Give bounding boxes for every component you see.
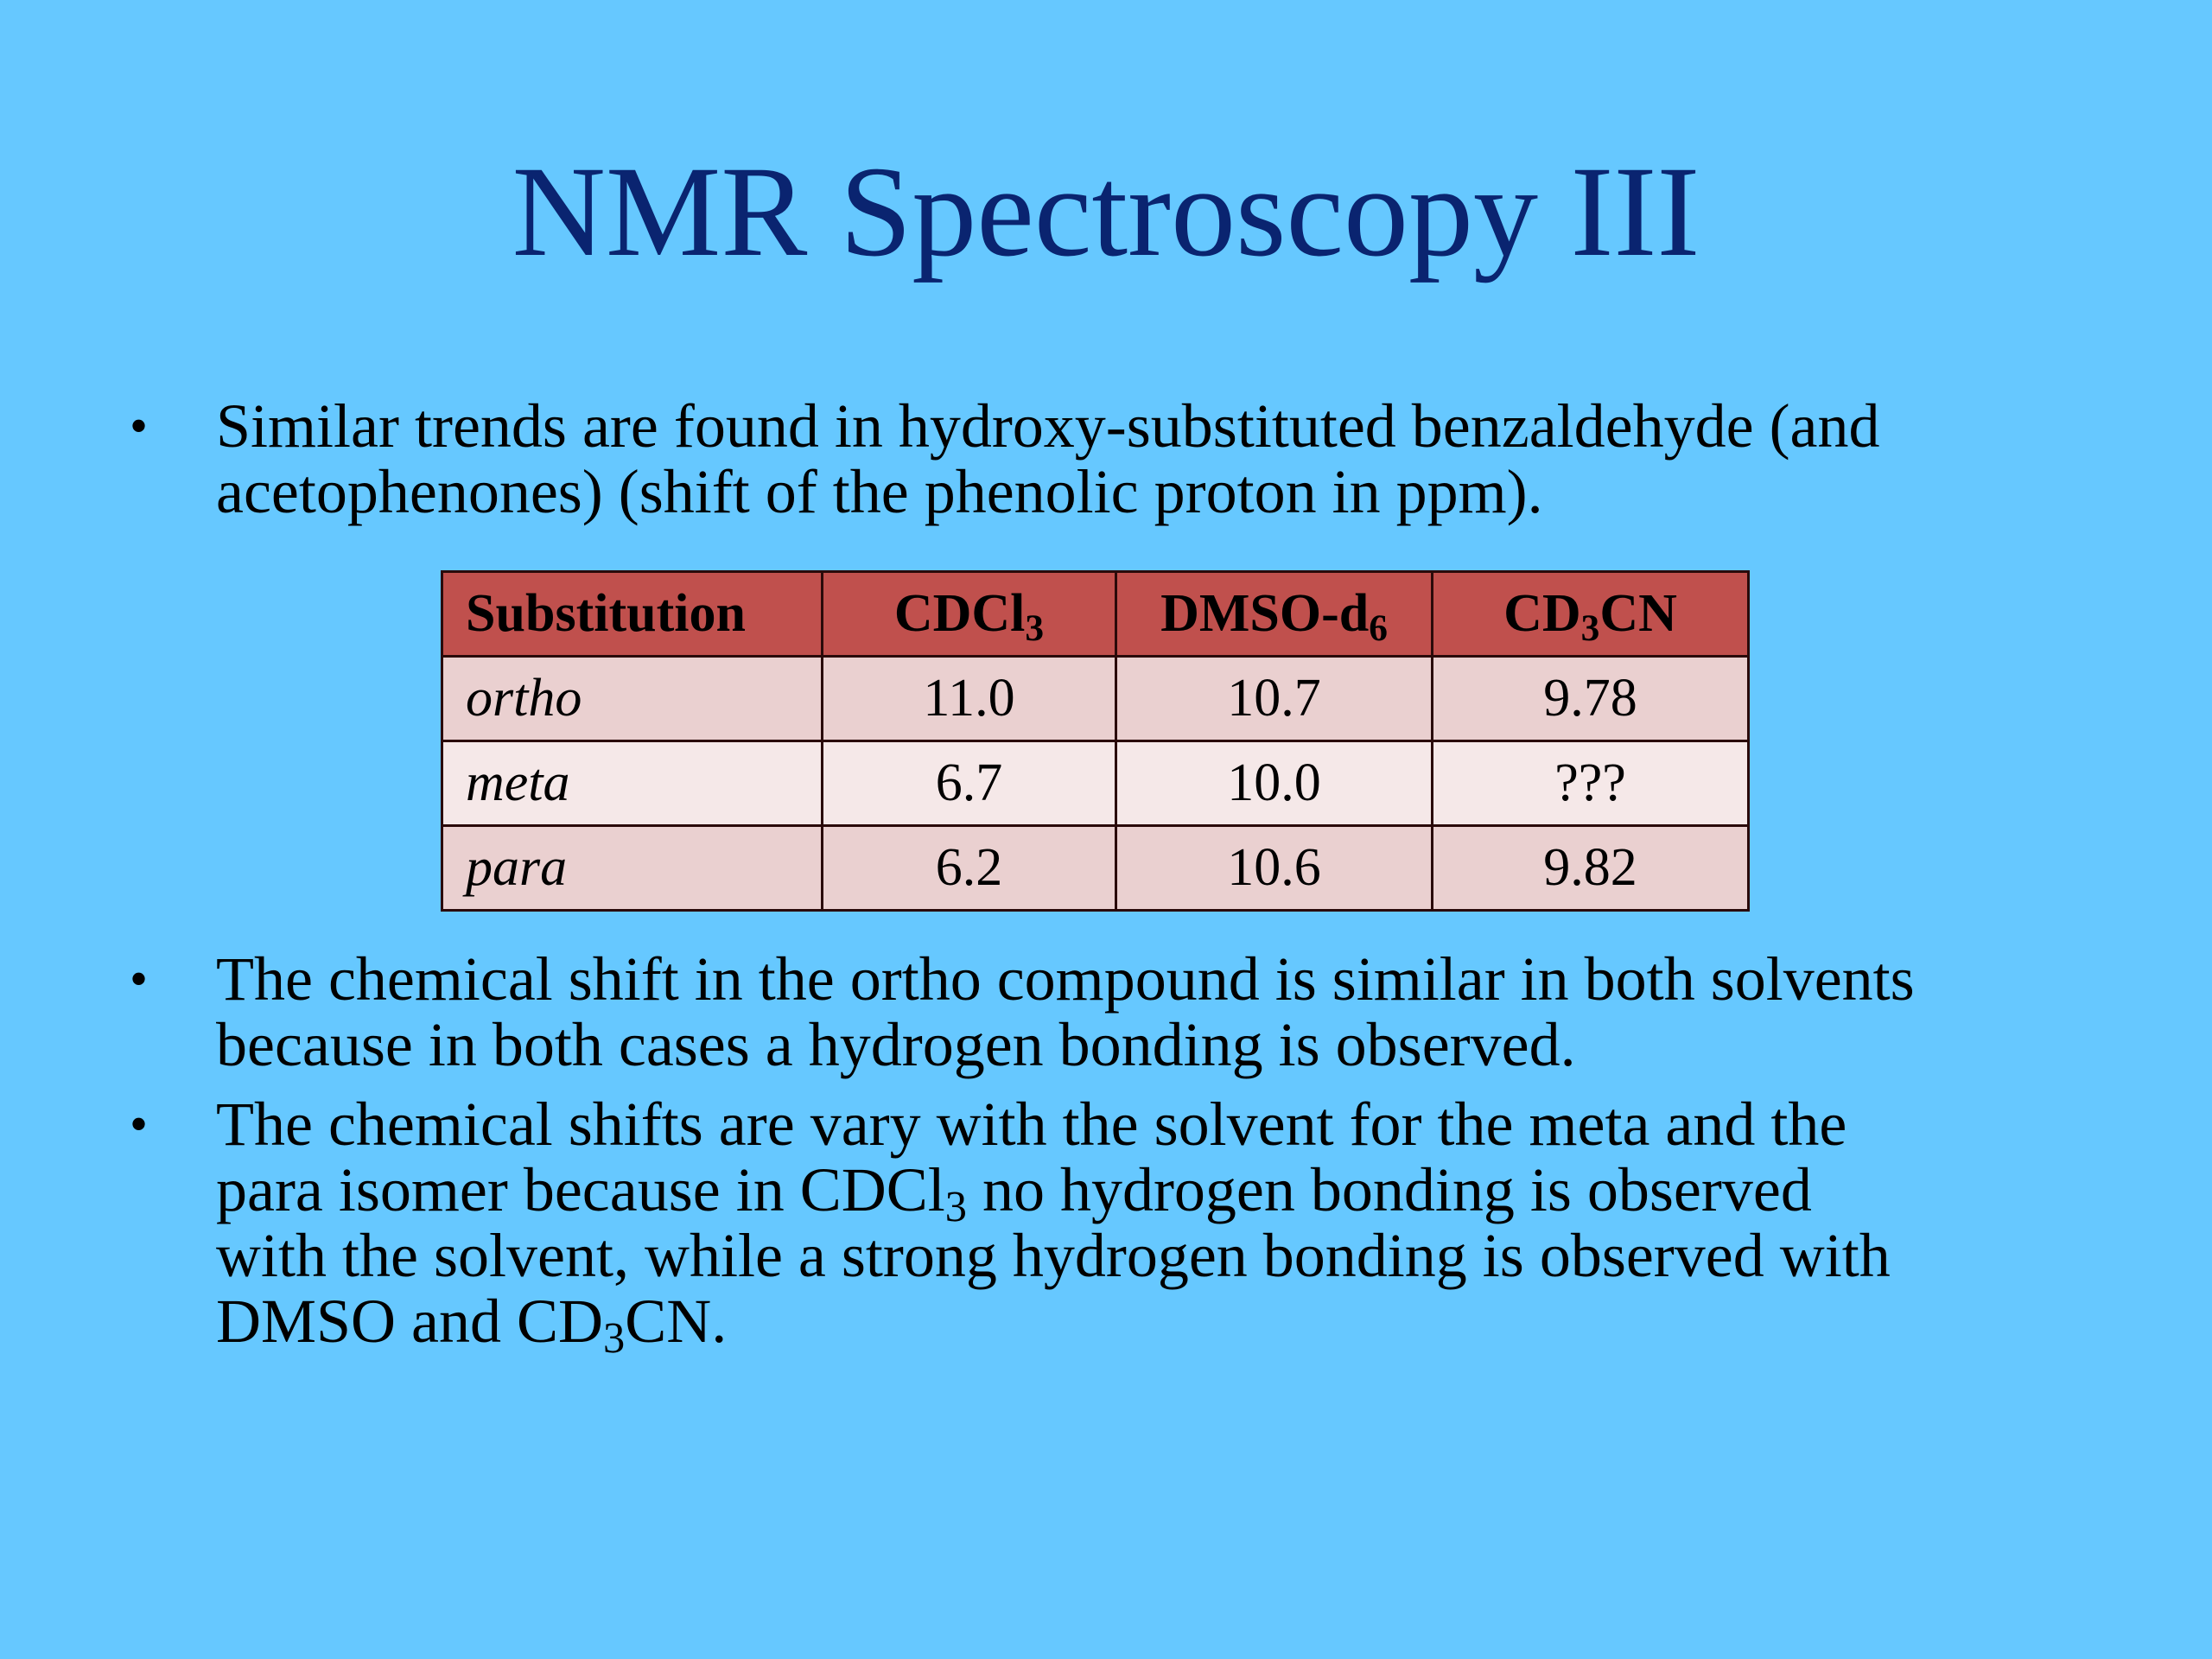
bullet-ortho [130, 946, 2117, 1077]
cell-cd3cn: ??? [1433, 741, 1749, 826]
cell-dmso: 10.0 [1116, 741, 1433, 826]
bullet-meta-para-line-1: The chemical shifts are vary with the solvent for the meta and the [216, 1090, 1847, 1159]
cell-substitution: meta [442, 741, 823, 826]
bullet-ortho-line-2: because in both cases a hydrogen bonding is observed. [216, 1010, 1576, 1079]
cell-dmso: 10.6 [1116, 826, 1433, 911]
bullet-intro-line-2: acetophenones) (shift of the phenolic proton in ppm). [216, 457, 1543, 526]
cell-dmso: 10.7 [1116, 657, 1433, 741]
header-substitution: Substitution [442, 572, 823, 657]
cell-cd3cn: 9.78 [1433, 657, 1749, 741]
table-row [442, 741, 1749, 826]
chemical-shift-table [441, 570, 1750, 912]
cell-cd3cn: 9.82 [1433, 826, 1749, 911]
cell-substitution: para [442, 826, 823, 911]
slide-title: NMR Spectroscopy III [512, 140, 1700, 283]
cell-substitution: ortho [442, 657, 823, 741]
header-cd3cn: $CD_3CN$ [1433, 572, 1749, 657]
bullet-meta-para-line-4: DMSO and $CD_3CN$. [216, 1287, 728, 1363]
bullet-intro [130, 393, 2117, 524]
bullet-ortho-text [216, 946, 2117, 1077]
cell-cdcl3: 6.7 [823, 741, 1116, 826]
bullet-dot: • [130, 1096, 149, 1153]
cell-cdcl3: 6.2 [823, 826, 1116, 911]
bullet-meta-para-text [216, 1090, 2117, 1363]
bullet-meta-para [130, 1090, 2117, 1363]
bullet-dot: • [130, 950, 149, 1007]
header-cdcl3: CDCl$_3$ [823, 572, 1116, 657]
table-row [442, 657, 1749, 741]
header-dmso-d6: DMSO-$d_6$ [1116, 572, 1433, 657]
bullet-ortho-line-1: The chemical shift in the ortho compound is similar in both solvents [216, 944, 1915, 1014]
cell-cdcl3: 11.0 [823, 657, 1116, 741]
table-row [442, 826, 1749, 911]
bullet-meta-para-line-2: para isomer because in CDCl$_3$ no hydrogen bonding is observed [216, 1155, 1812, 1231]
table-header-row [442, 572, 1749, 657]
bullet-meta-para-line-3: with the solvent, while a strong hydrogen bonding is observed with [216, 1221, 1891, 1290]
bullet-dot: • [130, 397, 149, 454]
bullet-intro-line-1: Similar trends are found in hydroxy-substituted benzaldehyde (and [216, 391, 1880, 461]
bullet-intro-text [216, 393, 2117, 524]
